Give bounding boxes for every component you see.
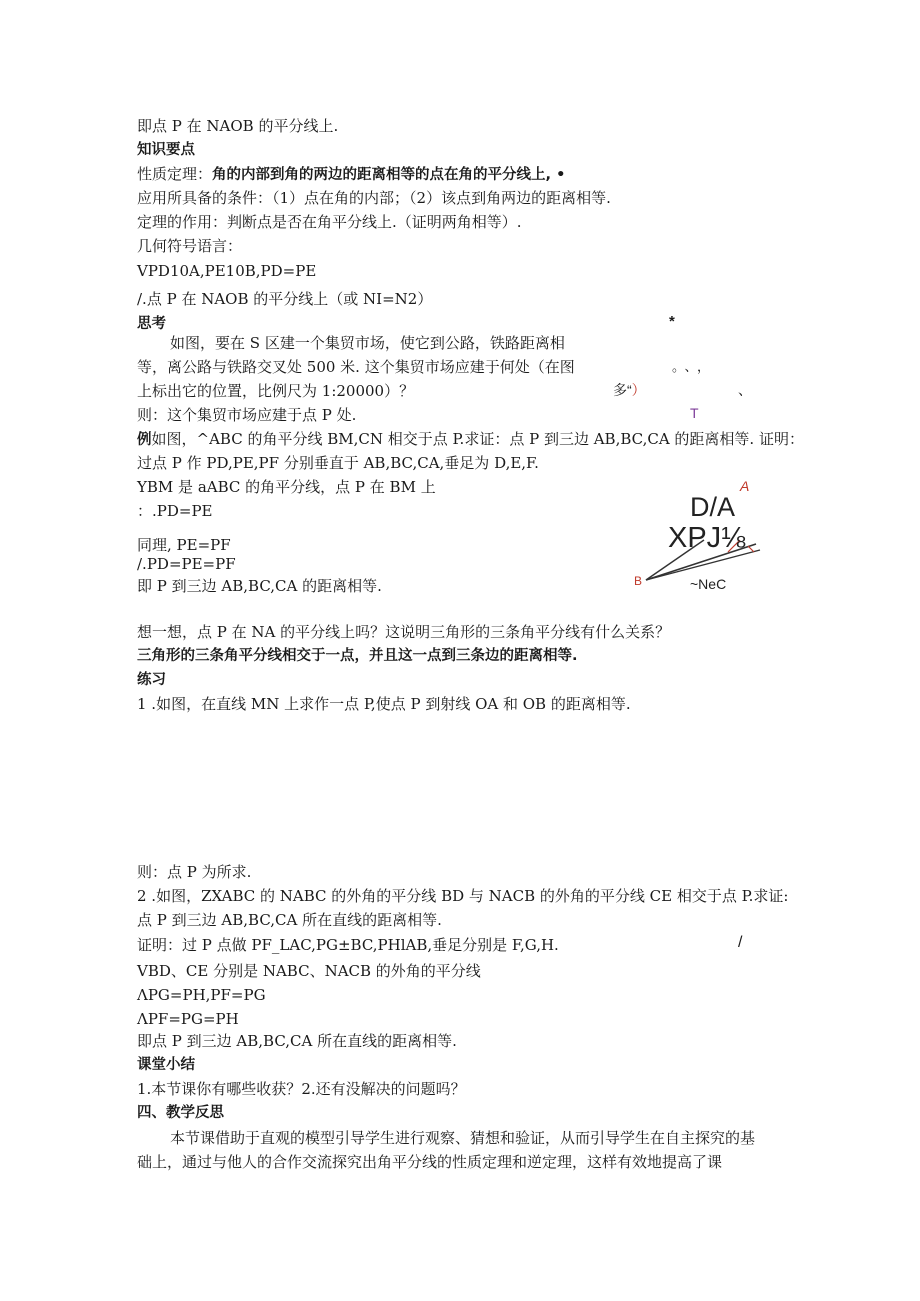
label-d-a: D/A	[690, 492, 736, 522]
margin-mark-red: ）	[631, 382, 646, 398]
formula-line: VPD10A,PE10B,PD=PE	[137, 262, 317, 280]
text-line: /.PD=PE=PF	[137, 555, 236, 573]
example-text: 如图，^ABC 的角平分线 BM,CN 相交于点 P.求证：点 P 到三边 AB,BC,CA 的距离相等. 证明：	[151, 430, 804, 448]
text-line: 则：这个集贸市场应建于点 P 处.	[137, 406, 357, 424]
text-line: YBM 是 aABC 的角平分线，点 P 在 BM 上	[137, 478, 436, 496]
text-line: 即 P 到三边 AB,BC,CA 的距离相等.	[137, 577, 382, 595]
label-a: A	[740, 478, 750, 494]
text-line: 同理, PE=PF	[137, 536, 231, 554]
text-line: 几何符号语言：	[137, 237, 243, 255]
text-line: 想一想，点 P 在 NA 的平分线上吗？这说明三角形的三条角平分线有什么关系？	[137, 623, 671, 641]
label-b: B	[634, 574, 643, 588]
text-line: ：.PD=PE	[137, 502, 213, 520]
margin-star: *	[669, 313, 675, 330]
text-line: 应用所具备的条件：（1）点在角的内部；（2）该点到角两边的距离相等.	[137, 189, 611, 207]
example-line	[137, 429, 804, 450]
formula-line: ΛPF=PG=PH	[137, 1010, 239, 1028]
section-heading-knowledge: 知识要点	[137, 142, 195, 158]
formula-line: /.点 P 在 NAOB 的平分线上（或 NI=N2）	[137, 290, 433, 308]
text-line: 1.本节课你有哪些收获？2.还有没解决的问题吗？	[137, 1080, 466, 1098]
theorem-label: 性质定理：	[137, 165, 213, 183]
text-line: 证明：过 P 点做 PF_LAC,PG±BC,PHlAB,垂足分别是 F,G,H.	[137, 936, 559, 954]
text-line: 点 P 到三边 AB,BC,CA 所在直线的距离相等.	[137, 911, 442, 929]
text-line: 即点 P 在 NAOB 的平分线上.	[137, 117, 339, 135]
theorem-line	[137, 164, 565, 185]
text-line: 上标出它的位置，比例尺为 1:20000）？	[137, 382, 415, 400]
section-heading-practice: 练习	[137, 672, 166, 688]
text-line: 如图，要在 S 区建一个集贸市场，使它到公路，铁路距离相	[170, 334, 565, 352]
text-line: 定理的作用：判断点是否在角平分线上.（证明两角相等）.	[137, 213, 522, 231]
label-nec: ~NeC	[690, 576, 727, 592]
text-line: VBD、CE 分别是 NABC、NACB 的外角的平分线	[137, 962, 481, 980]
text-line: 础上，通过与他人的合作交流探究出角平分线的性质定理和逆定理，这样有效地提高了课	[137, 1153, 723, 1171]
section-heading-think: 思考	[137, 316, 166, 332]
conclusion-line: 三角形的三条角平分线相交于一点，并且这一点到三条边的距离相等.	[137, 648, 578, 664]
margin-mark	[613, 380, 646, 400]
exercise-1: 1 .如图，在直线 MN 上求作一点 P,使点 P 到射线 OA 和 OB 的距离相等.	[137, 695, 631, 713]
margin-mark: 。、，	[672, 359, 717, 374]
margin-mark-text: 多“	[613, 382, 632, 398]
theorem-statement: 角的内部到角的两边的距离相等的点在角的平分线上, •	[212, 167, 566, 183]
margin-mark-t: T	[690, 405, 699, 421]
red-tick	[748, 546, 754, 552]
section-heading-reflection: 四、教学反思	[137, 1105, 224, 1121]
example-label: 例	[137, 432, 152, 448]
exercise-2: 2 .如图，ZXABC 的 NABC 的外角的平分线 BD 与 NACB 的外角的平分线 CE 相交于点 P.求证:	[137, 887, 789, 905]
margin-slash: /	[738, 934, 743, 951]
margin-mark: 、	[738, 382, 752, 398]
section-heading-summary: 课堂小结	[137, 1057, 195, 1073]
text-line: 本节课借助于直观的模型引导学生进行观察、猜想和验证，从而引导学生在自主探究的基	[170, 1129, 756, 1147]
triangle-figure	[630, 478, 780, 600]
text-line: 即点 P 到三边 AB,BC,CA 所在直线的距离相等.	[137, 1032, 457, 1050]
label-xpj: XPJ⅛	[668, 522, 746, 554]
text-line: 则：点 P 为所求.	[137, 863, 252, 881]
text-line: 过点 P 作 PD,PE,PF 分别垂直于 AB,BC,CA,垂足为 D,E,F.	[137, 454, 539, 472]
formula-line: ΛPG=PH,PF=PG	[137, 986, 266, 1004]
text-line: 等，离公路与铁路交叉处 500 米. 这个集贸市场应建于何处（在图	[137, 358, 575, 376]
